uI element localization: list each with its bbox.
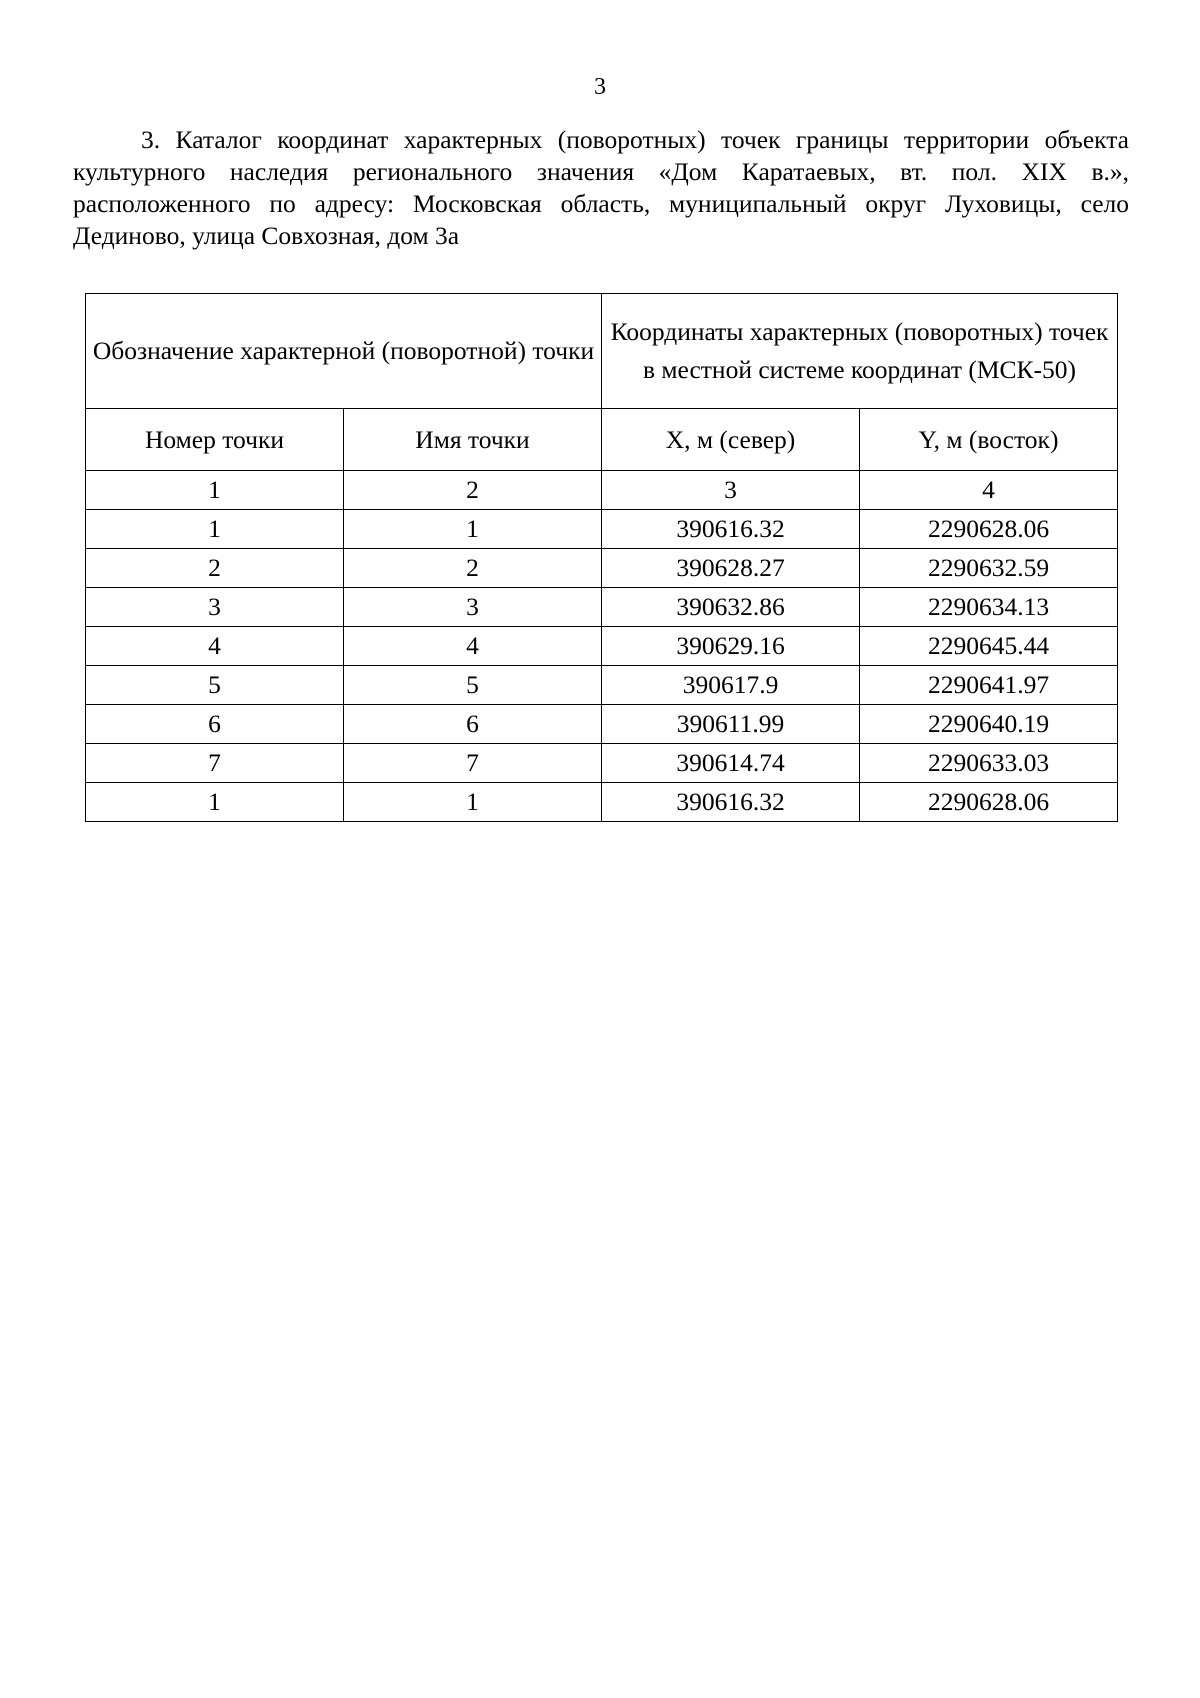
cell-point-name: 2	[344, 549, 602, 588]
cell-x-coordinate: 390628.27	[602, 549, 860, 588]
table-row	[86, 510, 1118, 549]
cell-point-name: 6	[344, 705, 602, 744]
cell-point-number: 3	[86, 588, 344, 627]
column-header-y: Y, м (восток)	[860, 409, 1118, 471]
cell-point-number: 5	[86, 666, 344, 705]
cell-y-coordinate: 2290641.97	[860, 666, 1118, 705]
section-heading: 3. Каталог координат характерных (поворотных) точек границы территории объекта культурного наследия регионального значения «Дом Каратаевых, вт. пол. XIX в.», расположенного по адресу: Московская область, муниципальный округ Луховицы, село Дединово, улица Совхозная, дом 3а	[73, 125, 1129, 250]
cell-y-coordinate: 2290634.13	[860, 588, 1118, 627]
cell-x-coordinate: 390632.86	[602, 588, 860, 627]
cell-x-coordinate: 390611.99	[602, 705, 860, 744]
cell-point-number: 2	[86, 549, 344, 588]
table-row	[86, 783, 1118, 822]
table-column-number-row	[86, 471, 1118, 510]
cell-x-coordinate: 390629.16	[602, 627, 860, 666]
cell-point-name: 4	[344, 627, 602, 666]
cell-y-coordinate: 2290645.44	[860, 627, 1118, 666]
cell-point-number: 1	[86, 510, 344, 549]
cell-point-name: 3	[344, 588, 602, 627]
table-row	[86, 705, 1118, 744]
cell-x-coordinate: 390616.32	[602, 510, 860, 549]
column-header-x: X, м (север)	[602, 409, 860, 471]
cell-point-name: 1	[344, 510, 602, 549]
table-group-header-row	[86, 294, 1118, 409]
cell-point-number: 7	[86, 744, 344, 783]
column-header-point-number: Номер точки	[86, 409, 344, 471]
column-number: 2	[344, 471, 602, 510]
table-row	[86, 666, 1118, 705]
cell-point-number: 1	[86, 783, 344, 822]
cell-point-number: 6	[86, 705, 344, 744]
cell-x-coordinate: 390614.74	[602, 744, 860, 783]
coordinates-table	[85, 293, 1118, 822]
cell-y-coordinate: 2290640.19	[860, 705, 1118, 744]
group-header-point-designation: Обозначение характерной (поворотной) точки	[86, 294, 602, 409]
page-number: 3	[594, 74, 606, 100]
cell-point-name: 1	[344, 783, 602, 822]
table-row	[86, 744, 1118, 783]
cell-point-name: 7	[344, 744, 602, 783]
cell-y-coordinate: 2290633.03	[860, 744, 1118, 783]
table-column-header-row	[86, 409, 1118, 471]
cell-y-coordinate: 2290628.06	[860, 783, 1118, 822]
column-number: 1	[86, 471, 344, 510]
cell-x-coordinate: 390616.32	[602, 783, 860, 822]
cell-y-coordinate: 2290632.59	[860, 549, 1118, 588]
cell-point-name: 5	[344, 666, 602, 705]
column-header-point-name: Имя точки	[344, 409, 602, 471]
column-number: 3	[602, 471, 860, 510]
cell-y-coordinate: 2290628.06	[860, 510, 1118, 549]
column-number: 4	[860, 471, 1118, 510]
cell-point-number: 4	[86, 627, 344, 666]
table-row	[86, 549, 1118, 588]
group-header-coordinates: Координаты характерных (поворотных) точек в местной системе координат (МСК-50)	[602, 294, 1118, 409]
table-row	[86, 588, 1118, 627]
table-row	[86, 627, 1118, 666]
cell-x-coordinate: 390617.9	[602, 666, 860, 705]
